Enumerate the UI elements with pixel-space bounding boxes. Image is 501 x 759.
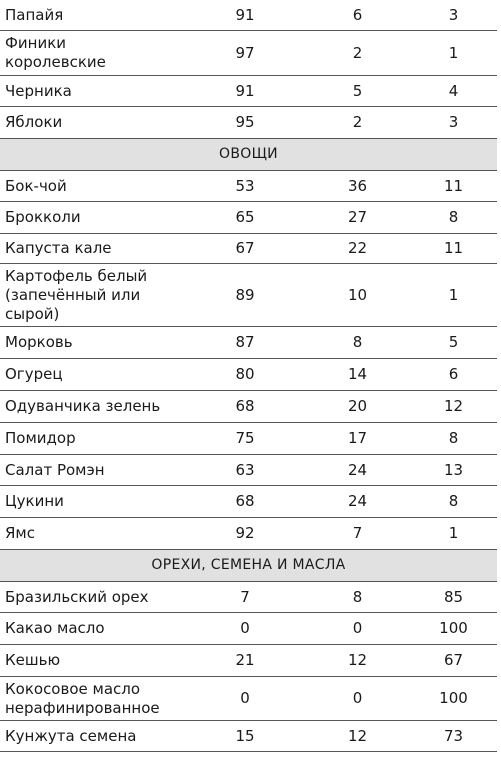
value-cell-1: 21 — [235, 651, 255, 669]
table-row — [0, 677, 497, 721]
value-cell-3: 8 — [448, 208, 459, 226]
table-row — [0, 327, 497, 359]
value-cell-1: 67 — [235, 239, 255, 257]
value-cell-1: 0 — [240, 689, 250, 707]
value-cell-2: 0 — [352, 619, 363, 637]
item-name: Яблоки — [5, 113, 63, 131]
table-row — [0, 359, 497, 391]
value-cell-2: 22 — [347, 239, 368, 257]
value-cell-2: 27 — [347, 208, 368, 226]
value-cell-2: 24 — [347, 460, 368, 479]
value-cell-2: 10 — [347, 285, 368, 304]
value-cell-1: 95 — [235, 113, 255, 131]
value-cell-3: 85 — [443, 587, 464, 606]
item-name: Капуста кале — [5, 239, 112, 257]
value-cell-2: 8 — [352, 587, 363, 606]
value-cell-1: 68 — [235, 492, 255, 510]
value-cell-1: 91 — [235, 81, 255, 100]
value-cell-2: 0 — [352, 689, 363, 707]
table-row — [0, 171, 497, 202]
value-cell-2: 36 — [347, 176, 368, 195]
value-cell-2: 2 — [352, 43, 363, 62]
value-cell-3: 4 — [448, 81, 459, 100]
value-cell-3: 67 — [443, 651, 464, 669]
table-row — [0, 455, 497, 486]
item-name: Ямс — [5, 524, 35, 542]
table-row — [0, 391, 497, 423]
value-cell-1: 0 — [240, 619, 250, 637]
table-row — [0, 518, 497, 550]
value-cell-3: 1 — [448, 524, 459, 542]
value-cell-2: 6 — [352, 5, 363, 24]
item-name: Бок-чой — [5, 176, 67, 195]
value-cell-1: 80 — [235, 365, 255, 383]
value-cell-2: 7 — [352, 524, 363, 542]
section-header — [0, 550, 497, 582]
table-row — [0, 202, 497, 234]
value-cell-3: 1 — [448, 285, 459, 304]
item-name: Черника — [5, 81, 72, 100]
value-cell-1: 89 — [235, 285, 255, 304]
value-cell-3: 13 — [443, 460, 464, 479]
item-name: Кешью — [5, 651, 61, 669]
table-row — [0, 76, 497, 107]
value-cell-2: 5 — [352, 81, 363, 100]
value-cell-3: 100 — [439, 619, 468, 637]
value-cell-3: 3 — [448, 5, 459, 24]
item-name: Салат Ромэн — [5, 460, 105, 479]
value-cell-2: 8 — [352, 333, 363, 351]
value-cell-3: 12 — [443, 397, 464, 415]
value-cell-1: 87 — [235, 333, 255, 351]
value-cell-1: 7 — [240, 587, 250, 606]
value-cell-1: 92 — [235, 524, 255, 542]
value-cell-2: 24 — [347, 492, 368, 510]
item-name: Цукини — [5, 492, 64, 510]
value-cell-2: 14 — [347, 365, 368, 383]
table-row — [0, 0, 497, 31]
value-cell-1: 97 — [235, 43, 255, 62]
item-name: Кунжута семена — [5, 726, 137, 745]
value-cell-2: 12 — [347, 726, 368, 745]
value-cell-3: 5 — [448, 333, 459, 351]
value-cell-3: 3 — [448, 113, 459, 131]
item-name: Морковь — [5, 333, 73, 351]
table-row — [0, 31, 497, 76]
value-cell-2: 17 — [347, 429, 368, 447]
item-name: Огурец — [5, 365, 63, 383]
value-cell-1: 91 — [235, 5, 255, 24]
table-row — [0, 234, 497, 264]
value-cell-1: 75 — [235, 429, 255, 447]
item-name: Папайя — [5, 5, 64, 24]
section-title: ОРЕХИ, СЕМЕНА И МАСЛА — [151, 557, 346, 573]
table-row — [0, 645, 497, 677]
value-cell-2: 2 — [352, 113, 363, 131]
value-cell-3: 100 — [439, 689, 468, 707]
value-cell-3: 11 — [443, 176, 464, 195]
item-name: Какао масло — [5, 619, 105, 637]
table-row — [0, 486, 497, 518]
item-name: Финики королевские — [5, 34, 106, 71]
item-name: Одуванчика зелень — [5, 397, 161, 415]
item-name: Помидор — [5, 429, 76, 447]
table-row — [0, 423, 497, 455]
value-cell-1: 63 — [235, 460, 255, 479]
value-cell-1: 53 — [235, 176, 255, 195]
table-row — [0, 582, 497, 613]
value-cell-3: 1 — [448, 43, 459, 62]
item-name: Брокколи — [5, 208, 81, 226]
section-title: ОВОЩИ — [219, 146, 278, 162]
item-name: Кокосовое масло нерафинированное — [5, 679, 160, 717]
value-cell-1: 68 — [235, 397, 255, 415]
value-cell-1: 15 — [235, 726, 255, 745]
value-cell-3: 11 — [443, 239, 464, 257]
value-cell-2: 12 — [347, 651, 368, 669]
table-row — [0, 107, 497, 139]
table-row — [0, 613, 497, 645]
table-row — [0, 721, 497, 752]
value-cell-1: 65 — [235, 208, 255, 226]
value-cell-2: 20 — [347, 397, 368, 415]
item-name: Бразильский орех — [5, 587, 149, 606]
value-cell-3: 8 — [448, 429, 459, 447]
table-row — [0, 264, 497, 327]
value-cell-3: 8 — [448, 492, 459, 510]
value-cell-3: 6 — [448, 365, 459, 383]
value-cell-3: 73 — [443, 726, 464, 745]
section-header — [0, 139, 497, 171]
item-name: Картофель белый (запечённый или сырой) — [5, 266, 148, 323]
